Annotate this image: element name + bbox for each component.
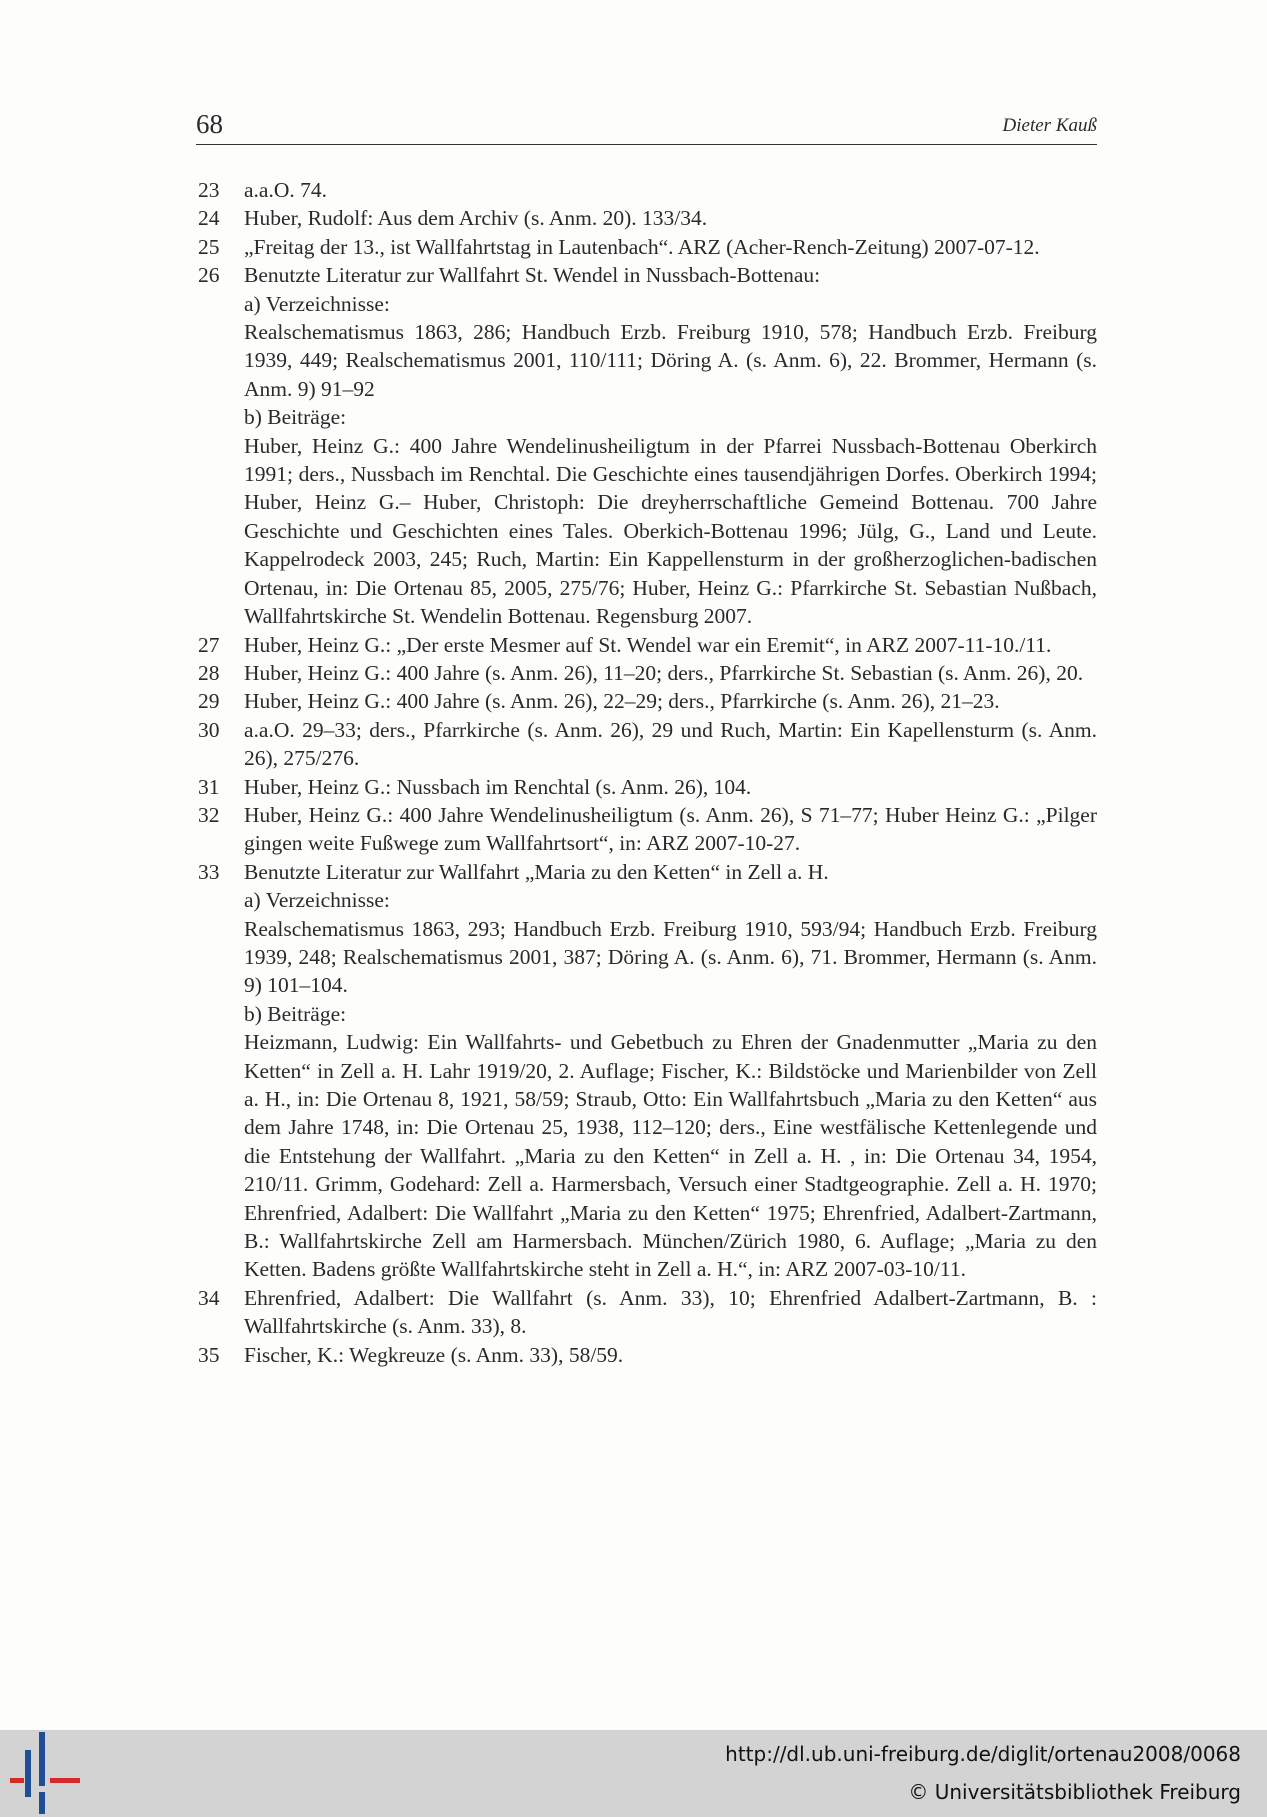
footnote-body xyxy=(244,631,1097,659)
footnote xyxy=(198,631,1097,659)
footnote-text: Realschematismus 1863, 286; Handbuch Erzb. Freiburg 1910, 578; Handbuch Erzb. Freiburg 1939, 449; Realschematismus 2001, 110/111; Döring A. (s. Anm. 6), 22. Brommer, Hermann (s. Anm. 9) 91–92 xyxy=(244,320,1097,401)
footnote-body xyxy=(244,858,1097,1284)
footnote-text: Ehrenfried, Adalbert: Die Wallfahrt (s. Anm. 33), 10; Ehrenfried Adalbert-Zartmann, B. : Wallfahrtskirche (s. Anm. 33), 8. xyxy=(244,1285,1097,1339)
footnote-text: Huber, Heinz G.: 400 Jahre (s. Anm. 26), 11–20; ders., Pfarrkirche St. Sebastian (s. Anm. 26), 20. xyxy=(244,660,1084,685)
footnote-text: a.a.O. 74. xyxy=(244,178,327,202)
header-rule xyxy=(196,144,1097,145)
footnote-number: 24 xyxy=(198,206,220,231)
footnote-body xyxy=(244,716,1097,773)
footnote-number: 30 xyxy=(198,717,220,742)
footnote-text: Huber, Heinz G.: 400 Jahre Wendelinusheiligtum in der Pfarrei Nussbach-Bottenau Oberkirch 1991; ders., Nussbach im Renchtal. Die Geschichte eines tausendjährigen Dorfes. Oberkirch 1994; Huber, Heinz G.– Huber, Christoph: Die dreyherrschaftliche Gemeind Bottenau. 700 Jahre Geschichte und Geschichten eines Tales. Oberkich-Bottenau 1996; Jülg, G., Land und Leute. Kappelrodeck 2003, 245; Ruch, Martin: Ein Kappellensturm in der großherzoglichen-badischen Ortenau, in: Die Ortenau 85, 2005, 275/76; Huber, Heinz G.: Pfarrkirche St. Sebastian Nußbach, Wallfahrtskirche St. Wendelin Bottenau. Regensburg 2007. xyxy=(244,433,1097,629)
footnote-number: 32 xyxy=(198,802,220,827)
footnote xyxy=(198,716,1097,773)
footnote-text: Huber, Heinz G.: Nussbach im Renchtal (s. Anm. 26), 104. xyxy=(244,774,752,799)
footnote xyxy=(198,261,1097,630)
footnote-number: 28 xyxy=(198,660,220,685)
footnote-body xyxy=(244,261,1097,630)
footnote-text: Heizmann, Ludwig: Ein Wallfahrts- und Gebetbuch zu Ehren der Gnadenmutter „Maria zu den Ketten“ in Zell a. H. Lahr 1919/20, 2. Auflage; Fischer, K.: Bildstöcke und Marienbilder von Zell a. H., in: Die Ortenau 8, 1921, 58/59; Straub, Otto: Ein Wallfahrtsbuch „Maria zu den Ketten“ aus dem Jahre 1748, in: Die Ortenau 25, 1938, 112–120; ders., Eine westfälische Kettenlegende und die Entstehung der Wallfahrt. „Maria zu den Ketten“ in Zell a. H. , in: Die Ortenau 34, 1954, 210/11. Grimm, Godehard: Zell a. Harmersbach, Versuch einer Stadtgeographie. Zell a. H. 1970; Ehrenfried, Adalbert: Die Wallfahrt „Maria zu den Ketten“ 1975; Ehrenfried, Adalbert-Zartmann, B.: Wallfahrtskirche Zell am Harmersbach. München/Zürich 1980, 6. Auflage; „Maria zu den Ketten. Badens größte Wallfahrtskirche steht in Zell a. H.“, in: ARZ 2007-03-10/11. xyxy=(244,1030,1097,1282)
page-number: 68 xyxy=(196,109,223,139)
footnote-number: 23 xyxy=(198,178,220,202)
footnote xyxy=(198,801,1097,858)
footnote-text: a.a.O. 29–33; ders., Pfarrkirche (s. Anm. 26), 29 und Ruch, Martin: Ein Kapellensturm (s. Anm. 26), 275/276. xyxy=(244,717,1097,771)
footnote-body xyxy=(244,801,1097,858)
footnote-text: Huber, Rudolf: Aus dem Archiv (s. Anm. 20). 133/34. xyxy=(244,206,708,231)
footnote-body xyxy=(244,204,1097,232)
footnote-number: 31 xyxy=(198,774,220,799)
footnote-text: Benutzte Literatur zur Wallfahrt St. Wendel in Nussbach-Bottenau: xyxy=(244,263,821,288)
footnote xyxy=(198,687,1097,715)
library-footer-bar xyxy=(0,1730,1267,1817)
footnote-text: a) Verzeichnisse: xyxy=(244,888,390,913)
footnote-text: b) Beiträge: xyxy=(244,405,347,430)
footnote xyxy=(198,659,1097,687)
footnote-body xyxy=(244,176,1097,204)
footnote-text: Huber, Heinz G.: 400 Jahre (s. Anm. 26), 22–29; ders., Pfarrkirche (s. Anm. 26), 21–23. xyxy=(244,689,1000,714)
footnote-body xyxy=(244,773,1097,801)
footnote xyxy=(198,233,1097,261)
footnote-number: 29 xyxy=(198,689,220,714)
footnote-text: Realschematismus 1863, 293; Handbuch Erzb. Freiburg 1910, 593/94; Handbuch Erzb. Freiburg 1939, 248; Realschematismus 2001, 387; Döring A. (s. Anm. 6), 71. Brommer, Hermann (s. Anm. 9) 101–104. xyxy=(244,916,1097,998)
document-url-link[interactable]: http://dl.ub.uni-freiburg.de/diglit/ortenau2008/0068 xyxy=(725,1742,1241,1766)
footnote-number: 27 xyxy=(198,632,220,657)
footnote-text: b) Beiträge: xyxy=(244,1001,347,1026)
footnote xyxy=(198,1341,1097,1369)
footnote-text: „Freitag der 13., ist Wallfahrtstag in Lautenbach“. ARZ (Acher-Rench-Zeitung) 2007-07-12. xyxy=(244,234,1040,259)
footnotes-list xyxy=(198,176,1097,1369)
copyright-notice: © Universitätsbibliothek Freiburg xyxy=(908,1780,1241,1804)
footnote-number: 35 xyxy=(198,1342,220,1367)
footnote-body xyxy=(244,1341,1097,1369)
footnote-body xyxy=(244,659,1097,687)
footnote-number: 26 xyxy=(198,263,220,288)
footnote-number: 25 xyxy=(198,234,220,259)
footnote xyxy=(198,1284,1097,1341)
footnote-body xyxy=(244,687,1097,715)
footnote-number: 34 xyxy=(198,1285,220,1310)
footnote-text: Fischer, K.: Wegkreuze (s. Anm. 33), 58/59. xyxy=(244,1342,624,1367)
footnote-number: 33 xyxy=(198,859,220,884)
footnote-text: Benutzte Literatur zur Wallfahrt „Maria zu den Ketten“ in Zell a. H. xyxy=(244,859,829,884)
footnote xyxy=(198,176,1097,204)
footnote-text: Huber, Heinz G.: 400 Jahre Wendelinusheiligtum (s. Anm. 26), S 71–77; Huber Heinz G.: „Pilger gingen weite Fußwege zum Wallfahrtsort“, in: ARZ 2007-10-27. xyxy=(244,802,1097,856)
footnote xyxy=(198,204,1097,232)
footnote xyxy=(198,773,1097,801)
running-head-author: Dieter Kauß xyxy=(1002,115,1097,136)
library-logo-icon xyxy=(0,1730,90,1817)
footnote-body xyxy=(244,233,1097,261)
footnote xyxy=(198,858,1097,1284)
footnote-text: a) Verzeichnisse: xyxy=(244,291,390,316)
footnote-body xyxy=(244,1284,1097,1341)
footnote-text: Huber, Heinz G.: „Der erste Mesmer auf St. Wendel war ein Eremit“, in ARZ 2007-11-10./11. xyxy=(244,632,1052,657)
